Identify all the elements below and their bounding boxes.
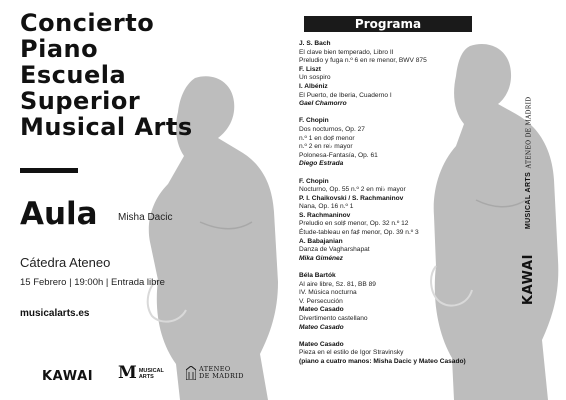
program-composer: F. Chopin [299,177,329,185]
program-spacer [299,169,489,178]
musical-arts-wordmark [139,368,164,380]
ateneo-wordmark [199,366,244,380]
program-composer: Mateo Casado [299,340,344,348]
program-work: n.º 1 en do♯ menor [299,134,355,142]
performer-credit: Mateo Casado [299,323,344,331]
concert-title [20,10,250,140]
title-line: Musical Arts [20,113,193,141]
program-work: Étude-tableau en fa♯ menor, Op. 39 n.º 3 [299,229,419,237]
program-work: Nocturno, Op. 55 n.º 2 en mi♭ mayor [299,186,406,194]
musical-arts-vertical-logo [520,171,538,229]
performer-credit: Mika Giménez [299,254,343,262]
ateneo-emblem-icon [186,366,196,380]
program-spacer [299,263,489,272]
program-composer: P. I. Chaikovski / S. Rachmaninov [299,194,404,202]
program-work: n.º 2 en re♭ mayor [299,143,353,151]
program-composer: F. Chopin [299,117,329,125]
program-work: V. Persecución [299,297,343,305]
program-work: IV. Música nocturna [299,289,357,297]
musical-arts-text-line: MUSICAL [138,367,164,374]
program-list [299,40,489,367]
performer-credit: Gael Chamorro [299,100,347,108]
ateneo-text-line: DE MADRID [199,372,244,380]
program-composer: S. Rachmaninov [299,211,351,219]
musical-arts-text-line: ARTS [138,373,154,380]
program-composer: I. Albéniz [299,82,328,90]
program-spacer [299,332,489,341]
program-composer: F. Liszt [299,65,321,73]
program-work: Dos nocturnos, Op. 27 [299,125,365,133]
program-composer: A. Babajanian [299,237,343,245]
performer-name: Misha Dacic [118,212,173,223]
ateneo-vertical-text: ATENEO DE MADRID [525,96,533,168]
program-work: Al aire libre, Sz. 81, BB 89 [299,280,376,288]
musical-arts-vertical-text: MUSICAL ARTS [525,171,533,229]
program-work: Nana, Op. 16 n.º 1 [299,203,354,211]
program-work: Divertimento castellano [299,315,368,322]
ateneo-logo [186,366,244,380]
program-work: Preludio en sol♯ menor, Op. 32 n.º 12 [299,220,409,228]
program-work: Polonesa-Fantasía, Op. 61 [299,151,378,159]
title-line: Piano [20,35,99,63]
program-work: El clave bien temperado, Libro II [299,48,394,56]
title-line: Escuela [20,61,127,89]
title-divider [20,168,78,173]
program-work: Preludio y fuga n.º 6 en re menor, BWV 875 [299,57,427,65]
program-header: Programa [304,16,472,32]
aula-heading: Aula [20,196,98,232]
program-spacer [299,109,489,118]
program-work: El Puerto, de Iberia, Cuaderno I [299,91,392,99]
program-work: Danza de Vagharshapat [299,246,370,254]
program-work: Un sospiro [299,74,331,82]
musical-arts-logo [118,365,164,382]
title-line: Concierto [20,9,155,37]
kawai-logo: KAWAI [42,369,94,384]
kawai-vertical-logo [519,250,539,308]
title-line: Superior [20,87,141,115]
ateneo-vertical-logo [522,96,536,168]
program-composer: J. S. Bach [299,40,331,47]
catedra-label: Cátedra Ateneo [20,255,111,270]
event-details: 15 Febrero | 19:00h | Entrada libre [20,277,165,288]
musical-arts-mark: M [118,363,137,383]
kawai-vertical-text: KAWAI [521,253,537,305]
program-composer: Béla Bartók [299,272,336,280]
performer-credit: Diego Estrada [299,160,344,168]
program-work: Pieza en el estilo de Igor Stravinsky [299,349,404,357]
program-composer: (piano a cuatro manos: Misha Dacic y Mateo Casado) [299,357,466,365]
website-link[interactable]: musicalarts.es [20,308,90,319]
ateneo-text-line: ATENEO [199,365,231,373]
program-composer: Mateo Casado [299,306,344,314]
